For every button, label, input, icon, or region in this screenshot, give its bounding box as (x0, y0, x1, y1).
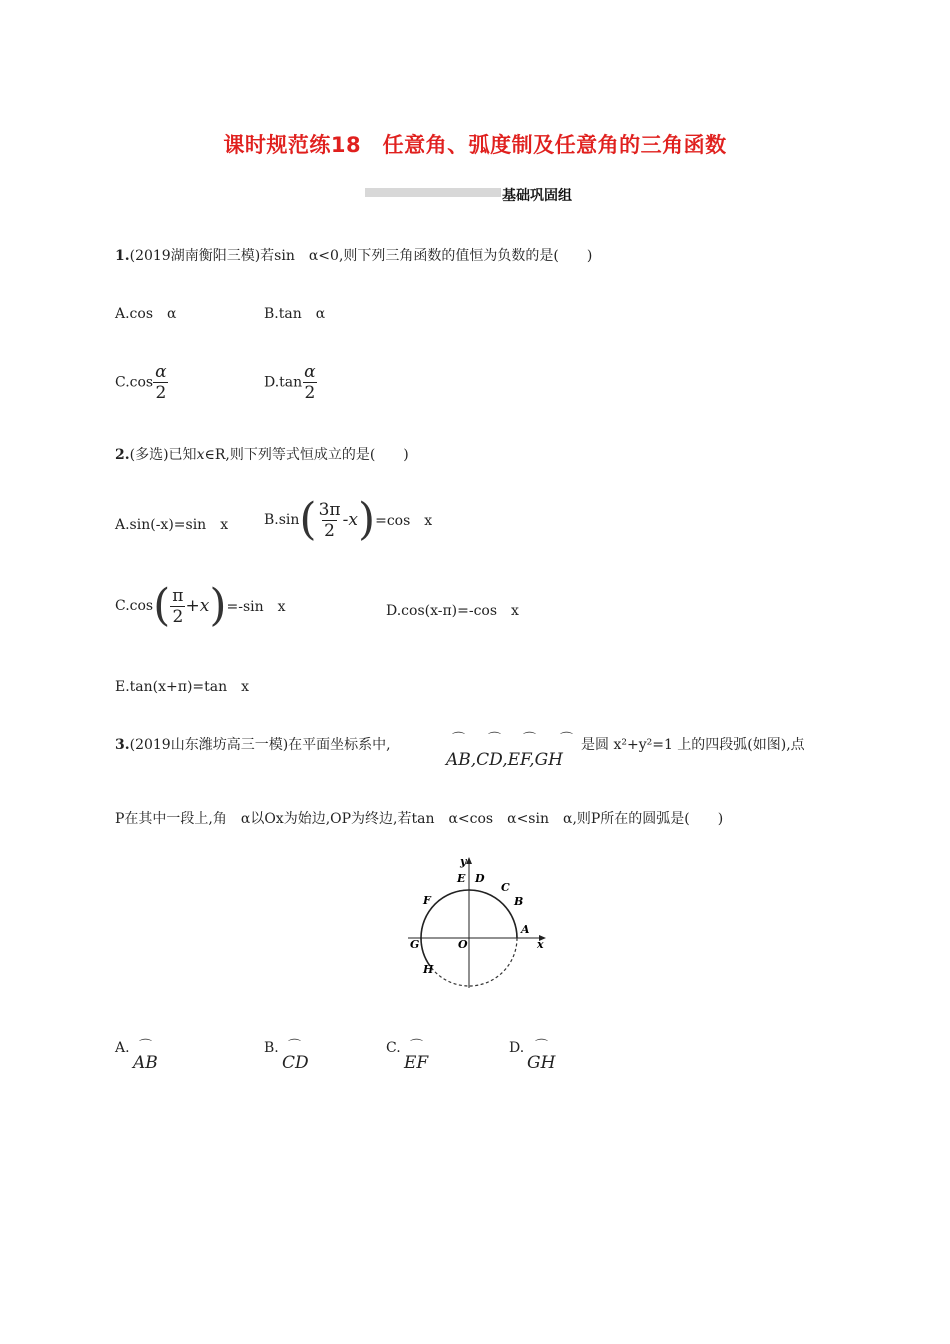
arc-gh-lower (421, 938, 430, 966)
arc-mark: ⌒ (535, 1039, 549, 1054)
q3-option-b-arc: CD (282, 1053, 309, 1073)
q3-option-c-arc: EF (404, 1053, 429, 1073)
question-3-line-1 (115, 734, 391, 754)
q2-option-d: D.cos(x-π)=-cos x (386, 603, 519, 619)
section-bar (365, 188, 501, 197)
left-paren: ( (299, 494, 317, 545)
question-1 (115, 245, 592, 265)
q1-option-a: A.cos α (115, 306, 177, 322)
arc-mark: ⌒ (139, 1039, 153, 1054)
q2-option-b-fraction (317, 500, 343, 541)
label-e: E (457, 872, 466, 885)
y-axis-arrow-icon (466, 857, 472, 864)
question-3-line-2: P在其中一段上,角 α以Ox为始边,OP为终边,若tan α<cos α<sin α,则P所在的圆弧是( ) (115, 811, 724, 827)
question-1-text: (2019湖南衡阳三模)若sin α<0,则下列三角函数的值恒为负数的是( ) (129, 248, 593, 264)
q3-option-d-letter: D. (509, 1040, 525, 1056)
q3-option-d-arc: GH (527, 1053, 556, 1073)
q2-option-b (264, 494, 433, 548)
fraction-denominator: 2 (324, 520, 335, 541)
q3-option-b-letter: B. (264, 1040, 279, 1056)
label-o: O (458, 938, 468, 951)
label-d: D (475, 872, 485, 885)
question-3-text-a: (2019山东潍坊高三一模)在平面坐标系中, (129, 737, 391, 753)
q1-option-d (264, 362, 318, 403)
q1-option-c-label: C.cos (115, 374, 154, 391)
q1-option-d-fraction (302, 362, 317, 403)
question-3-text-b: 是圆 x²+y²=1 上的四段弧(如图),点 (581, 737, 805, 753)
question-2-number: 2. (115, 447, 130, 463)
label-c: C (501, 881, 510, 894)
arc-mark: ⌒ (560, 732, 574, 747)
question-3-number: 3. (115, 737, 130, 753)
section-label: 基础巩固组 (502, 188, 572, 204)
question-1-number: 1. (115, 248, 130, 264)
question-2-text-b: ∈R,则下列等式恒成立的是( ) (204, 447, 409, 463)
right-paren: ) (209, 580, 227, 631)
q2-option-b-label: B.sin (264, 512, 300, 528)
label-a: A (521, 923, 530, 936)
arc-mark: ⌒ (288, 1039, 302, 1054)
q2-option-c-tail: +x (185, 596, 210, 616)
q2-option-c-fraction (170, 586, 185, 627)
question-2-variable: x (196, 447, 205, 463)
q2-option-c-label: C.cos (115, 598, 154, 614)
arc-mark: ⌒ (410, 1039, 424, 1054)
label-x: x (537, 938, 544, 951)
q2-option-b-tail: -x (342, 510, 358, 530)
q1-option-b: B.tan α (264, 306, 326, 322)
fraction-denominator: 2 (172, 606, 184, 627)
label-g: G (410, 938, 420, 951)
question-2 (115, 444, 409, 464)
right-paren: ) (357, 494, 376, 545)
q2-option-e: E.tan(x+π)=tan x (115, 679, 250, 695)
label-h: H (423, 963, 434, 976)
fraction-numerator: π (172, 585, 184, 606)
q2-option-c-suffix: =-sin x (226, 599, 286, 615)
arc-mark: ⌒ (523, 732, 537, 747)
q1-option-c-fraction (153, 362, 168, 403)
label-y: y (460, 855, 467, 868)
unit-circle-figure (400, 852, 560, 992)
question-3-arcs: AB,CD,EF,GH (446, 750, 563, 770)
arc-cd-ab (469, 890, 517, 938)
fraction-numerator: α (304, 362, 316, 382)
q2-option-a: A.sin(-x)=sin x (115, 517, 229, 533)
q3-option-a-arc: AB (133, 1053, 158, 1073)
fraction-numerator: 3π (318, 499, 341, 520)
left-paren: ( (153, 580, 171, 631)
fraction-numerator: α (155, 362, 167, 382)
label-f: F (423, 894, 431, 907)
arc-mark: ⌒ (488, 732, 502, 747)
q1-option-c (115, 362, 169, 403)
page-title: 课时规范练18 任意角、弧度制及任意角的三角函数 (223, 133, 727, 157)
q1-option-d-label: D.tan (264, 374, 303, 391)
arc-mark: ⌒ (452, 732, 466, 747)
q3-option-c-letter: C. (386, 1040, 401, 1056)
q3-option-a-letter: A. (115, 1040, 130, 1056)
q2-option-c (115, 580, 286, 634)
label-b: B (514, 895, 524, 908)
question-2-text-a: (多选)已知 (129, 447, 197, 463)
q2-option-b-suffix: =cos x (375, 513, 433, 529)
fraction-denominator: 2 (304, 383, 316, 403)
fraction-denominator: 2 (155, 383, 167, 403)
